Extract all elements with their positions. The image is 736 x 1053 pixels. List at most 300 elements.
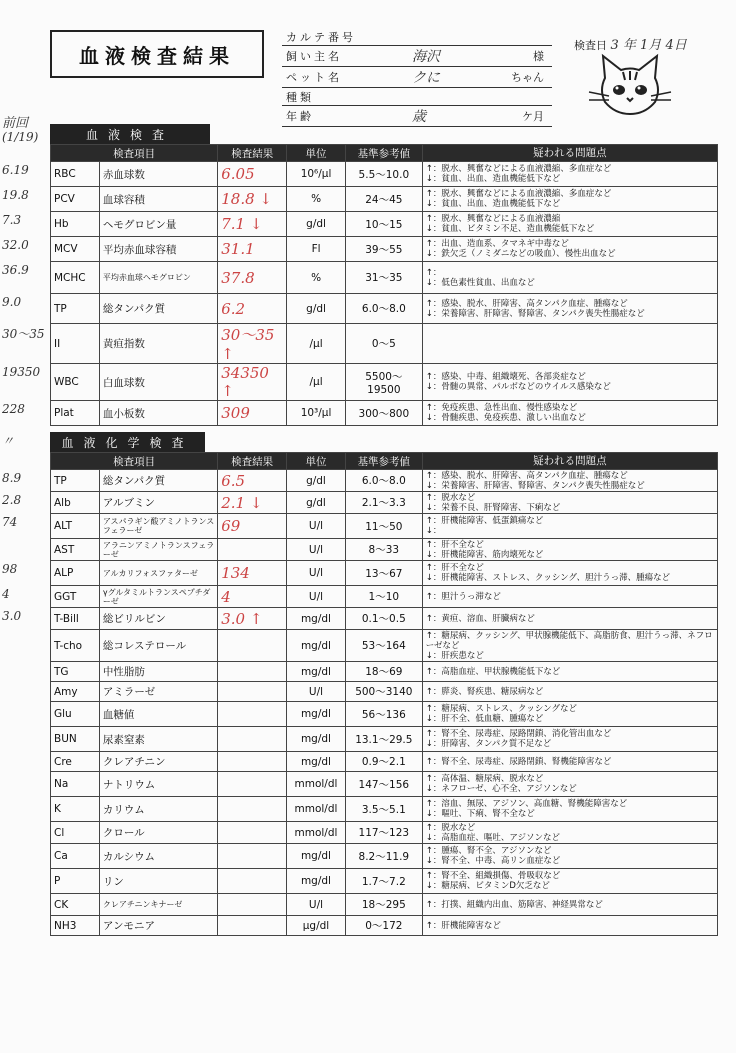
test-abbr: Cl <box>51 822 100 844</box>
test-name <box>99 212 217 237</box>
previous-value: 98 <box>2 562 18 576</box>
test-problems <box>422 237 717 262</box>
test-result <box>218 630 287 662</box>
problem-line: ↓：肝機能障害、ストレス、クッシング、胆汁うっ滞、腫瘍など <box>425 573 671 583</box>
test-problems <box>422 539 717 561</box>
info-value-text: 海沢 <box>412 49 440 65</box>
test-unit: mg/dl <box>287 844 346 869</box>
previous-value: 3.0 <box>2 609 22 623</box>
column-header: 疑われる問題点 <box>422 145 717 162</box>
column-header: 基準参考値 <box>345 453 422 470</box>
problem-line: ↑：黄疸、溶血、肝臓病など <box>425 613 535 624</box>
problem-line: ↑：肝不全など <box>425 539 484 550</box>
test-problems <box>422 772 717 797</box>
test-result <box>218 916 287 936</box>
test-problems <box>422 822 717 844</box>
test-unit: U/l <box>287 539 346 561</box>
test-reference: 18〜295 <box>345 894 422 916</box>
result-value: 4 <box>221 587 231 606</box>
column-header: 検査項目 <box>51 453 218 470</box>
test-abbr: TP <box>51 470 100 492</box>
info-row <box>282 106 552 127</box>
test-name-text: 尿素窒素 <box>102 733 145 746</box>
column-header: 検査項目 <box>51 145 218 162</box>
table-row <box>51 492 718 514</box>
test-reference: 117〜123 <box>345 822 422 844</box>
test-abbr: Hb <box>51 212 100 237</box>
test-problems <box>422 187 717 212</box>
test-reference: 13〜67 <box>345 561 422 586</box>
test-name-text: 平均赤血球ヘモグロビン <box>102 273 191 282</box>
problem-line: ↑：出血、造血系、タマネギ中毒など <box>425 239 569 249</box>
test-name-text: 黄疸指数 <box>102 338 145 350</box>
result-value: 18.8 ↓ <box>221 190 272 208</box>
info-label: 種類 <box>282 88 368 106</box>
previous-value: 6.19 <box>2 163 29 177</box>
test-abbr: PCV <box>51 187 100 212</box>
test-problems <box>422 364 717 401</box>
test-name <box>99 752 217 772</box>
test-name-text: 血球容積 <box>102 193 145 206</box>
test-result <box>218 772 287 797</box>
test-abbr: RBC <box>51 162 100 187</box>
problem-line: ↓：高脂血症、嘔吐、アジソンなど <box>425 832 560 843</box>
table-row <box>51 630 718 662</box>
previous-value: 228 <box>2 402 25 416</box>
result-value: 134 <box>221 564 250 582</box>
test-problems <box>422 401 717 426</box>
test-name-text: カリウム <box>102 803 145 816</box>
problem-line: ↓：栄養障害、肝障害、腎障害、タンパク喪失性腸症など <box>425 308 645 319</box>
test-reference: 10〜15 <box>345 212 422 237</box>
test-problems <box>422 294 717 324</box>
table-row <box>51 894 718 916</box>
test-problems <box>422 630 717 662</box>
test-unit: μg/dl <box>287 916 346 936</box>
test-name-text: アルブミン <box>102 497 155 509</box>
test-abbr: BUN <box>51 727 100 752</box>
blood-test-table <box>50 144 718 426</box>
test-reference: 13.1〜29.5 <box>345 727 422 752</box>
problem-line: ↑：糖尿病、ストレス、クッシングなど <box>425 704 577 714</box>
exam-date-value: 3 年 1月 4日 <box>610 38 687 53</box>
test-problems <box>422 586 717 608</box>
problem-line: ↓：貧血、出血、造血機能低下など <box>425 199 561 209</box>
test-unit: % <box>287 187 346 212</box>
table-row <box>51 662 718 682</box>
test-reference: 1〜10 <box>345 586 422 608</box>
table-row <box>51 514 718 539</box>
problem-line: ↑：脱水、興奮などによる血液濃縮、多血症など <box>425 164 612 174</box>
test-reference: 11〜50 <box>345 514 422 539</box>
info-suffix: ちゃん <box>511 71 544 84</box>
test-abbr: Cre <box>51 752 100 772</box>
test-reference: 2.1〜3.3 <box>345 492 422 514</box>
test-unit: g/dl <box>287 294 346 324</box>
result-value: 2.1 ↓ <box>221 493 263 512</box>
test-name <box>99 539 217 561</box>
test-problems <box>422 492 717 514</box>
test-name <box>99 401 217 426</box>
problem-line: ↓：栄養不良、肝腎障害、下痢など <box>425 502 561 513</box>
test-name-text: γグルタミルトランスペプチダーゼ <box>102 587 211 606</box>
test-name-text: 総タンパク質 <box>102 303 166 315</box>
test-name-text: リン <box>102 875 124 888</box>
result-value: 3.0 ↑ <box>221 609 263 628</box>
test-reference: 39〜55 <box>345 237 422 262</box>
test-name <box>99 772 217 797</box>
test-name <box>99 822 217 844</box>
info-label: ペット名 <box>282 67 368 88</box>
test-result <box>218 237 287 262</box>
problem-line: ↑：高体温、糖尿病、脱水など <box>425 774 544 784</box>
test-name-text: アルカリフォスファターゼ <box>102 568 198 578</box>
test-result <box>218 662 287 682</box>
report-title: 血液検査結果 <box>50 30 264 78</box>
info-value <box>368 88 552 106</box>
table-row <box>51 294 718 324</box>
test-unit: mmol/dl <box>287 772 346 797</box>
test-result <box>218 492 287 514</box>
test-abbr: K <box>51 797 100 822</box>
problem-line: ↑： <box>425 267 442 278</box>
test-problems <box>422 162 717 187</box>
test-unit: Fl <box>287 237 346 262</box>
test-unit: mg/dl <box>287 662 346 682</box>
test-unit: U/l <box>287 586 346 608</box>
test-problems <box>422 682 717 702</box>
previous-value: 19350 <box>2 365 41 379</box>
info-suffix: ケ月 <box>522 110 544 123</box>
exam-date-label: 検査日 <box>574 39 607 52</box>
previous-value: 74 <box>2 515 18 529</box>
test-unit: U/l <box>287 561 346 586</box>
problem-line: ↑：免疫疾患、急性出血、慢性感染など <box>425 403 578 413</box>
problem-line: ↑：胆汁うっ滞など <box>425 591 501 602</box>
test-reference: 53〜164 <box>345 630 422 662</box>
result-value: 309 <box>221 404 250 422</box>
result-value: 31.1 <box>221 240 255 258</box>
test-abbr: AST <box>51 539 100 561</box>
chem-prev-mark: 〃 <box>2 434 15 448</box>
test-name <box>99 262 217 294</box>
test-abbr: T-cho <box>51 630 100 662</box>
test-unit: mg/dl <box>287 752 346 772</box>
info-label: 年齢 <box>282 106 368 127</box>
info-value-text: クに <box>412 70 440 86</box>
test-unit: mg/dl <box>287 702 346 727</box>
test-problems <box>422 324 717 364</box>
problem-line: ↑：腫瘍、腎不全、アジソンなど <box>425 846 552 856</box>
info-label: カルテ番号 <box>282 28 368 46</box>
test-problems <box>422 514 717 539</box>
test-result <box>218 869 287 894</box>
test-reference: 6.0〜8.0 <box>345 470 422 492</box>
problem-line: ↓：肝不全、低血糖、腫瘍など <box>425 714 544 724</box>
problem-line: ↓：肝機能障害、筋肉壊死など <box>425 549 544 560</box>
problem-line: ↑：肝不全など <box>425 563 484 573</box>
test-result <box>218 561 287 586</box>
problem-line: ↑：感染、脱水、肝障害、高タンパク血症、腫瘍など <box>425 298 628 309</box>
test-abbr: Amy <box>51 682 100 702</box>
problem-line: ↓：肝疾患など <box>425 650 484 661</box>
test-name-text: 総コレステロール <box>102 640 187 652</box>
problem-line: ↑：感染、脱水、肝障害、高タンパク血症、腫瘍など <box>425 470 628 481</box>
test-reference: 1.7〜7.2 <box>345 869 422 894</box>
test-problems <box>422 470 717 492</box>
info-value <box>368 28 552 46</box>
problem-line: ↑：腎不全、尿毒症、尿路閉鎖、消化管出血など <box>425 729 612 739</box>
test-reference: 18〜69 <box>345 662 422 682</box>
previous-value: 30〜35 <box>2 327 45 341</box>
column-header: 検査結果 <box>218 145 287 162</box>
table-row <box>51 187 718 212</box>
test-abbr: ALP <box>51 561 100 586</box>
test-reference: 0〜5 <box>345 324 422 364</box>
test-abbr: P <box>51 869 100 894</box>
test-unit: /μl <box>287 324 346 364</box>
problem-line: ↓：骨髄の異常、パルボなどのウイルス感染など <box>425 382 611 392</box>
test-result <box>218 844 287 869</box>
table-row <box>51 608 718 630</box>
test-unit: mg/dl <box>287 630 346 662</box>
test-unit: g/dl <box>287 470 346 492</box>
test-reference: 6.0〜8.0 <box>345 294 422 324</box>
test-name <box>99 470 217 492</box>
test-problems <box>422 212 717 237</box>
test-abbr: WBC <box>51 364 100 401</box>
test-abbr: Ca <box>51 844 100 869</box>
previous-value: 32.0 <box>2 238 29 252</box>
test-unit: mg/dl <box>287 727 346 752</box>
test-unit: mmol/dl <box>287 797 346 822</box>
previous-value: 36.9 <box>2 263 29 277</box>
column-header: 単位 <box>287 453 346 470</box>
problem-line: ↓：鉄欠乏（ノミダニなどの吸血）、慢性出血など <box>425 249 616 259</box>
problem-line: ↓：糖尿病、ビタミンD欠乏など <box>425 881 550 891</box>
test-problems <box>422 797 717 822</box>
table-row <box>51 797 718 822</box>
problem-line: ↑：感染、中毒、組織壊死、各部炎症など <box>425 372 586 382</box>
test-abbr: II <box>51 324 100 364</box>
test-result <box>218 262 287 294</box>
test-name <box>99 630 217 662</box>
test-name-text: カルシウム <box>102 850 156 863</box>
table-row <box>51 702 718 727</box>
test-abbr: Alb <box>51 492 100 514</box>
test-unit: U/l <box>287 682 346 702</box>
test-name <box>99 237 217 262</box>
problem-line: ↑：肝機能障害など <box>425 920 501 931</box>
test-name-text: クロール <box>102 827 145 839</box>
test-reference: 3.5〜5.1 <box>345 797 422 822</box>
problem-line: ↓：貧血、ビタミン不足、造血機能低下など <box>425 224 595 234</box>
test-name-text: 白血球数 <box>102 376 145 389</box>
test-abbr: CK <box>51 894 100 916</box>
test-abbr: ALT <box>51 514 100 539</box>
test-problems <box>422 844 717 869</box>
test-problems <box>422 894 717 916</box>
result-value: 69 <box>221 517 241 535</box>
test-reference: 8.2〜11.9 <box>345 844 422 869</box>
previous-value: 8.9 <box>2 471 22 485</box>
test-abbr: Plat <box>51 401 100 426</box>
test-name <box>99 869 217 894</box>
chem-section-tab: 血液化学検査 <box>50 432 205 452</box>
test-name-text: クレアチニン <box>102 756 166 768</box>
info-row <box>282 88 552 106</box>
test-abbr: MCHC <box>51 262 100 294</box>
info-value-text: 歳 <box>412 109 426 125</box>
previous-value: 19.8 <box>2 188 29 202</box>
test-unit: /μl <box>287 364 346 401</box>
test-abbr: TG <box>51 662 100 682</box>
test-problems <box>422 662 717 682</box>
result-value: 6.2 <box>221 299 246 318</box>
chem-test-table <box>50 452 718 936</box>
problem-line: ↑：打撲、組織内出血、筋障害、神経異常など <box>425 899 603 910</box>
previous-value: 2.8 <box>2 493 22 507</box>
test-name-text: 血糖値 <box>102 708 135 721</box>
previous-value: 9.0 <box>2 295 22 309</box>
test-result <box>218 608 287 630</box>
test-result <box>218 702 287 727</box>
problem-line: ↓：ネフローゼ、心不全、アジソンなど <box>425 784 577 794</box>
test-reference: 24〜45 <box>345 187 422 212</box>
test-name-text: ヘモグロビン量 <box>102 218 177 231</box>
test-result <box>218 401 287 426</box>
result-value: 7.1 ↓ <box>221 215 263 233</box>
table-row <box>51 262 718 294</box>
result-value: 6.05 <box>221 165 255 183</box>
test-reference: 8〜33 <box>345 539 422 561</box>
test-reference: 56〜136 <box>345 702 422 727</box>
info-suffix: 様 <box>533 50 544 63</box>
test-name <box>99 797 217 822</box>
test-name <box>99 514 217 539</box>
problem-line: ↑：膵炎、腎疾患、糖尿病など <box>425 686 544 697</box>
result-value: 6.5 <box>221 471 246 490</box>
table-row <box>51 162 718 187</box>
problem-line: ↑：脱水、興奮などによる血液濃縮、多血症など <box>425 189 612 199</box>
table-row <box>51 586 718 608</box>
test-unit: mmol/dl <box>287 822 346 844</box>
test-problems <box>422 727 717 752</box>
test-result <box>218 212 287 237</box>
problem-line: ↑：溶血、無尿、アジソン、高血糖、腎機能障害など <box>425 799 628 809</box>
blood-section-tab: 血液検査 <box>50 124 210 144</box>
problem-line: ↑：腎不全、尿毒症、尿路閉鎖、腎機能障害など <box>425 756 612 767</box>
problem-line: ↓： <box>425 526 442 536</box>
table-row <box>51 772 718 797</box>
test-reference: 0.9〜2.1 <box>345 752 422 772</box>
column-header: 基準参考値 <box>345 145 422 162</box>
test-abbr: Na <box>51 772 100 797</box>
test-reference: 147〜156 <box>345 772 422 797</box>
test-name-text: アラニンアミノトランスフェラーゼ <box>102 540 215 559</box>
result-value: 34350 ↑ <box>221 364 269 400</box>
table-row <box>51 727 718 752</box>
test-name <box>99 682 217 702</box>
test-problems <box>422 608 717 630</box>
test-name-text: クレアチニンキナーゼ <box>102 900 183 909</box>
test-name-text: ナトリウム <box>102 778 156 791</box>
test-reference: 500〜3140 <box>345 682 422 702</box>
test-unit: % <box>287 262 346 294</box>
test-result <box>218 822 287 844</box>
info-label: 飼い主名 <box>282 46 368 67</box>
table-row <box>51 844 718 869</box>
problem-line: ↑：肝機能障害、低蛋鎮痛など <box>425 516 544 526</box>
test-name <box>99 844 217 869</box>
problem-line: ↓：栄養障害、肝障害、腎障害、タンパク喪失性腸症など <box>425 480 645 491</box>
table-row <box>51 470 718 492</box>
test-unit: mg/dl <box>287 608 346 630</box>
test-reference: 0〜172 <box>345 916 422 936</box>
test-name-text: 総ビリルビン <box>102 613 166 625</box>
table-row <box>51 561 718 586</box>
test-result <box>218 894 287 916</box>
test-result <box>218 539 287 561</box>
table-row <box>51 869 718 894</box>
info-value <box>368 46 552 67</box>
test-result <box>218 364 287 401</box>
test-result <box>218 324 287 364</box>
patient-info-table <box>282 28 552 127</box>
test-name-text: 赤血球数 <box>102 168 145 181</box>
problem-line: ↓：低色素性貧血、出血など <box>425 277 535 288</box>
test-problems <box>422 752 717 772</box>
problem-line: ↓：腎不全、中毒、高リン血症など <box>425 856 561 866</box>
test-name <box>99 608 217 630</box>
table-row <box>51 324 718 364</box>
problem-line: ↓：嘔吐、下痢、腎不全など <box>425 809 535 819</box>
prev-label: 前回 <box>2 116 29 131</box>
test-name-text: 血小板数 <box>102 407 145 420</box>
result-value: 37.8 <box>221 268 255 287</box>
test-reference: 0.1〜0.5 <box>345 608 422 630</box>
table-row <box>51 916 718 936</box>
problem-line: ↑：脱水、興奮などによる血液濃縮 <box>425 214 561 224</box>
table-row <box>51 682 718 702</box>
test-name <box>99 364 217 401</box>
problem-line: ↓：貧血、出血、造血機能低下など <box>425 174 561 184</box>
problem-line: ↑：高脂血症、甲状腺機能低下など <box>425 666 561 677</box>
test-name <box>99 162 217 187</box>
test-problems <box>422 702 717 727</box>
problem-line: ↑：脱水など <box>425 822 476 833</box>
table-row <box>51 364 718 401</box>
problem-line: ↓：骨髄疾患、免疫疾患、激しい出血など <box>425 413 586 423</box>
test-name <box>99 294 217 324</box>
test-name <box>99 727 217 752</box>
test-name-text: アスパラギン酸アミノトランスフェラーゼ <box>102 517 215 535</box>
table-row <box>51 212 718 237</box>
test-name <box>99 187 217 212</box>
info-value <box>368 67 552 88</box>
test-result <box>218 470 287 492</box>
result-value: 30〜35 ↑ <box>221 326 275 363</box>
test-problems <box>422 561 717 586</box>
info-row <box>282 67 552 88</box>
prev-date: (1/19) <box>2 130 39 144</box>
test-unit: 10⁶/μl <box>287 162 346 187</box>
test-unit: 10³/μl <box>287 401 346 426</box>
test-problems <box>422 869 717 894</box>
test-name <box>99 324 217 364</box>
test-problems <box>422 916 717 936</box>
test-name <box>99 662 217 682</box>
